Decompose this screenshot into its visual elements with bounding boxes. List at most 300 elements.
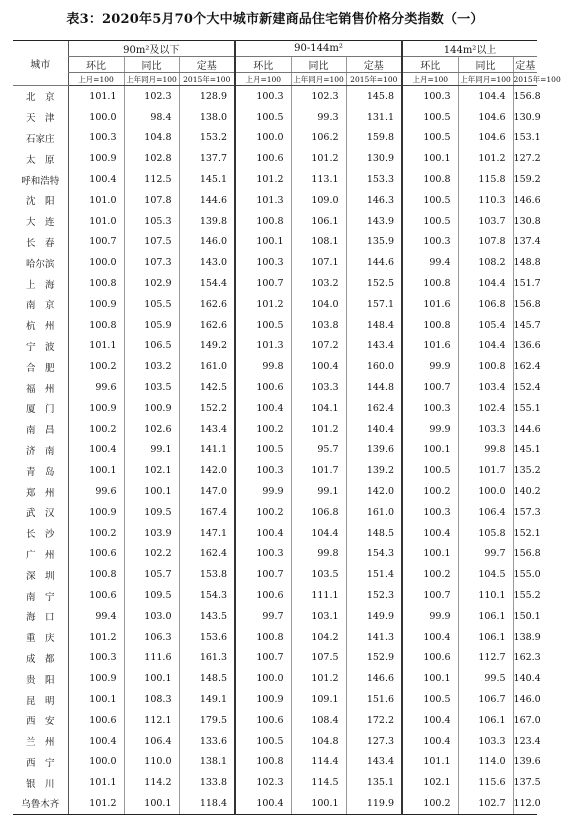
index-value: 100.7 [402, 377, 458, 398]
table-row [13, 481, 537, 502]
table-row [13, 793, 537, 814]
index-value: 100.6 [68, 544, 124, 565]
index-value: 100.2 [68, 356, 124, 377]
table-row [13, 648, 537, 669]
index-value: 100.8 [458, 356, 513, 377]
index-value: 130.8 [513, 211, 537, 232]
city-name: 哈尔滨 [25, 258, 55, 270]
table-body [13, 86, 541, 815]
index-value: 162.4 [346, 398, 402, 419]
index-value: 100.8 [402, 315, 458, 336]
index-value: 102.1 [124, 460, 179, 481]
index-value: 105.9 [124, 315, 179, 336]
index-value: 145.7 [513, 315, 537, 336]
index-value: 141.3 [346, 627, 402, 648]
index-value: 112.5 [124, 169, 179, 190]
index-value: 107.1 [291, 252, 346, 273]
index-value: 154.3 [346, 544, 402, 565]
index-value: 100.4 [402, 710, 458, 731]
index-value: 137.4 [513, 232, 537, 253]
index-value: 114.4 [291, 752, 346, 773]
city-name: 福 州 [25, 383, 55, 395]
index-value: 107.8 [124, 190, 179, 211]
index-value: 99.7 [458, 544, 513, 565]
index-value: 143.9 [346, 211, 402, 232]
index-value: 100.9 [68, 148, 124, 169]
index-value: 100.0 [235, 668, 291, 689]
index-value: 144.6 [513, 419, 537, 440]
index-value: 100.1 [124, 793, 179, 814]
index-value: 155.1 [513, 398, 537, 419]
index-value: 100.3 [235, 86, 291, 107]
index-value: 146.6 [346, 668, 402, 689]
index-value: 100.8 [235, 627, 291, 648]
index-value: 143.4 [346, 752, 402, 773]
base-label-mom: 上月=100 [235, 73, 291, 86]
index-value: 99.8 [291, 544, 346, 565]
index-value: 109.0 [291, 190, 346, 211]
index-value: 100.7 [235, 564, 291, 585]
index-value: 101.2 [291, 148, 346, 169]
index-value: 101.2 [68, 627, 124, 648]
table-row [13, 190, 537, 211]
index-value: 162.4 [513, 356, 537, 377]
index-value: 100.9 [68, 294, 124, 315]
index-value: 106.1 [291, 211, 346, 232]
index-value: 107.5 [291, 648, 346, 669]
city-name: 长 沙 [25, 529, 55, 541]
city-name: 济 南 [25, 445, 55, 457]
index-value: 104.4 [291, 523, 346, 544]
index-value: 137.5 [513, 772, 537, 793]
table-row [13, 315, 537, 336]
index-value: 135.1 [346, 772, 402, 793]
table-row [13, 148, 537, 169]
city-name: 太 原 [25, 154, 55, 166]
group-header-large: 144m²以上 [402, 41, 537, 57]
index-value: 100.9 [68, 668, 124, 689]
index-value: 100.1 [402, 668, 458, 689]
index-value: 98.4 [124, 107, 179, 128]
index-value: 103.2 [124, 356, 179, 377]
index-value: 161.0 [346, 502, 402, 523]
index-value: 139.2 [346, 460, 402, 481]
index-value: 149.2 [179, 336, 235, 357]
index-value: 104.6 [458, 107, 513, 128]
index-value: 101.6 [402, 336, 458, 357]
table-row [13, 252, 537, 273]
index-value: 100.8 [235, 211, 291, 232]
index-value: 179.5 [179, 710, 235, 731]
index-value: 119.9 [346, 793, 402, 814]
index-value: 154.4 [179, 273, 235, 294]
index-value: 100.9 [124, 398, 179, 419]
index-value: 99.5 [458, 668, 513, 689]
index-value: 100.3 [235, 460, 291, 481]
index-value: 105.5 [124, 294, 179, 315]
index-value: 159.8 [346, 128, 402, 149]
index-value: 138.1 [179, 752, 235, 773]
index-value: 106.4 [458, 502, 513, 523]
table-row [13, 710, 537, 731]
table-row [13, 502, 537, 523]
index-value: 104.1 [291, 398, 346, 419]
index-value: 100.5 [235, 731, 291, 752]
index-value: 103.3 [458, 419, 513, 440]
index-value: 145.1 [179, 169, 235, 190]
index-value: 112.7 [458, 648, 513, 669]
table-row [13, 564, 537, 585]
index-value: 100.6 [235, 148, 291, 169]
index-value: 103.5 [124, 377, 179, 398]
index-value: 100.6 [235, 585, 291, 606]
city-header: 城市 [13, 41, 68, 86]
index-value: 153.6 [179, 627, 235, 648]
table-row [13, 440, 537, 461]
col-header-base: 定基 [179, 57, 235, 73]
index-value: 138.9 [513, 627, 537, 648]
table-row [13, 523, 537, 544]
index-value: 100.6 [235, 377, 291, 398]
index-value: 100.0 [68, 252, 124, 273]
index-value: 100.9 [235, 689, 291, 710]
index-value: 100.2 [235, 502, 291, 523]
index-value: 103.1 [291, 606, 346, 627]
index-value: 100.7 [68, 232, 124, 253]
index-value: 101.1 [68, 86, 124, 107]
index-value: 135.9 [346, 232, 402, 253]
index-value: 100.4 [402, 731, 458, 752]
index-value: 100.7 [235, 648, 291, 669]
index-value: 99.6 [68, 377, 124, 398]
index-value: 130.9 [513, 107, 537, 128]
index-value: 146.6 [513, 190, 537, 211]
index-value: 143.5 [179, 606, 235, 627]
index-value: 144.8 [346, 377, 402, 398]
table-row [13, 772, 537, 793]
index-value: 100.6 [68, 710, 124, 731]
index-value: 101.0 [68, 211, 124, 232]
index-value: 100.0 [68, 107, 124, 128]
index-value: 144.6 [346, 252, 402, 273]
index-value: 157.1 [346, 294, 402, 315]
index-value: 100.4 [291, 356, 346, 377]
index-value: 105.8 [458, 523, 513, 544]
index-value: 152.9 [346, 648, 402, 669]
index-value: 103.8 [291, 315, 346, 336]
index-value: 100.1 [235, 232, 291, 253]
index-value: 99.1 [291, 481, 346, 502]
city-name: 大 连 [25, 217, 55, 229]
index-value: 100.4 [235, 793, 291, 814]
index-value: 100.3 [402, 398, 458, 419]
col-header-mom: 环比 [235, 57, 291, 73]
index-value: 100.2 [402, 481, 458, 502]
index-value: 100.2 [68, 523, 124, 544]
index-value: 100.5 [235, 440, 291, 461]
index-value: 100.1 [402, 148, 458, 169]
index-value: 143.0 [179, 252, 235, 273]
index-value: 100.1 [402, 440, 458, 461]
index-value: 101.3 [235, 336, 291, 357]
index-value: 127.2 [513, 148, 537, 169]
index-value: 100.5 [402, 460, 458, 481]
index-value: 142.5 [179, 377, 235, 398]
index-value: 100.3 [68, 128, 124, 149]
index-value: 107.5 [124, 232, 179, 253]
table-row [13, 128, 537, 149]
index-value: 101.1 [402, 752, 458, 773]
index-value: 111.6 [124, 648, 179, 669]
index-value: 100.8 [68, 273, 124, 294]
index-value: 154.3 [179, 585, 235, 606]
index-value: 107.8 [458, 232, 513, 253]
city-name: 沈 阳 [25, 196, 55, 208]
index-value: 113.1 [291, 169, 346, 190]
index-value: 145.1 [513, 440, 537, 461]
index-value: 99.6 [68, 481, 124, 502]
index-value: 100.5 [235, 315, 291, 336]
index-value: 128.9 [179, 86, 235, 107]
index-value: 104.4 [458, 336, 513, 357]
index-value: 161.3 [179, 648, 235, 669]
index-value: 101.6 [402, 294, 458, 315]
city-name: 石家庄 [25, 133, 55, 145]
index-value: 162.6 [179, 294, 235, 315]
index-value: 161.0 [179, 356, 235, 377]
index-value: 100.8 [402, 273, 458, 294]
base-label-yoy: 上年同月=100 [124, 73, 179, 86]
col-header-yoy: 同比 [291, 57, 346, 73]
index-value: 100.5 [402, 128, 458, 149]
index-value: 172.2 [346, 710, 402, 731]
index-value: 155.2 [513, 585, 537, 606]
index-value: 101.1 [68, 772, 124, 793]
index-value: 106.1 [458, 627, 513, 648]
index-value: 102.3 [235, 772, 291, 793]
city-name: 西 宁 [25, 757, 55, 769]
table-title: 表3：2020年5月70个大中城市新建商品住宅销售价格分类指数（一） [66, 12, 484, 27]
index-value: 100.4 [68, 440, 124, 461]
index-value: 105.7 [124, 564, 179, 585]
index-value: 152.5 [346, 273, 402, 294]
index-value: 104.6 [458, 128, 513, 149]
index-value: 100.4 [402, 523, 458, 544]
index-value: 100.1 [402, 544, 458, 565]
col-header-yoy: 同比 [458, 57, 513, 73]
index-value: 103.3 [458, 731, 513, 752]
index-value: 100.4 [235, 398, 291, 419]
col-header-base: 定基 [346, 57, 402, 73]
city-name: 厦 门 [25, 404, 55, 416]
index-value: 150.1 [513, 606, 537, 627]
index-value: 105.3 [124, 211, 179, 232]
city-name: 北 京 [25, 92, 55, 104]
index-value: 142.0 [179, 460, 235, 481]
col-header-base: 定基 [513, 57, 537, 73]
index-value: 101.2 [458, 148, 513, 169]
index-value: 139.8 [179, 211, 235, 232]
index-value: 110.1 [458, 585, 513, 606]
index-value: 100.1 [124, 668, 179, 689]
index-value: 100.0 [458, 481, 513, 502]
index-value: 99.9 [402, 606, 458, 627]
group-header-small: 90m²及以下 [68, 41, 235, 57]
index-value: 99.9 [402, 419, 458, 440]
city-name: 银 川 [25, 778, 55, 790]
index-value: 100.0 [235, 128, 291, 149]
index-value: 159.2 [513, 169, 537, 190]
table-row [13, 232, 537, 253]
base-label-yoy: 上年同月=100 [458, 73, 513, 86]
table-row [13, 752, 537, 773]
index-value: 100.5 [402, 190, 458, 211]
index-value: 162.4 [179, 544, 235, 565]
index-value: 149.9 [346, 606, 402, 627]
table-row [13, 419, 537, 440]
index-value: 100.4 [235, 523, 291, 544]
index-value: 100.5 [235, 107, 291, 128]
index-value: 146.0 [513, 689, 537, 710]
index-value: 114.5 [291, 772, 346, 793]
col-header-mom: 环比 [402, 57, 458, 73]
index-value: 99.8 [458, 440, 513, 461]
base-label-mom: 上月=100 [68, 73, 124, 86]
table-row [13, 606, 537, 627]
city-name: 西 安 [25, 716, 55, 728]
index-value: 153.3 [346, 169, 402, 190]
index-value: 148.5 [179, 668, 235, 689]
city-name: 重 庆 [25, 633, 55, 645]
index-value: 145.8 [346, 86, 402, 107]
index-value: 100.6 [235, 710, 291, 731]
city-name: 南 宁 [25, 591, 55, 603]
city-name: 天 津 [25, 113, 55, 125]
index-value: 100.1 [291, 793, 346, 814]
index-value: 106.1 [458, 606, 513, 627]
index-value: 133.8 [179, 772, 235, 793]
index-value: 109.5 [124, 502, 179, 523]
index-value: 152.2 [179, 398, 235, 419]
index-value: 155.0 [513, 564, 537, 585]
index-value: 167.4 [179, 502, 235, 523]
index-value: 140.4 [346, 419, 402, 440]
index-value: 156.8 [513, 544, 537, 565]
index-value: 100.8 [68, 315, 124, 336]
city-name: 郑 州 [25, 487, 55, 499]
index-value: 109.5 [124, 585, 179, 606]
index-value: 99.1 [124, 440, 179, 461]
index-value: 100.5 [402, 211, 458, 232]
index-value: 100.1 [124, 481, 179, 502]
index-value: 151.7 [513, 273, 537, 294]
city-name: 贵 阳 [25, 674, 55, 686]
index-value: 109.1 [291, 689, 346, 710]
index-value: 100.8 [68, 564, 124, 585]
index-value: 100.0 [68, 752, 124, 773]
city-name: 兰 州 [25, 737, 55, 749]
index-value: 156.8 [513, 294, 537, 315]
index-value: 167.0 [513, 710, 537, 731]
index-value: 101.2 [291, 668, 346, 689]
table-row [13, 627, 537, 648]
city-name: 宁 波 [25, 341, 55, 353]
index-value: 101.7 [458, 460, 513, 481]
index-value: 102.1 [402, 772, 458, 793]
index-value: 100.3 [68, 648, 124, 669]
index-value: 133.6 [179, 731, 235, 752]
index-value: 106.3 [124, 627, 179, 648]
index-value: 99.9 [235, 481, 291, 502]
base-label-base: 2015年=100 [179, 73, 235, 86]
index-value: 112.1 [124, 710, 179, 731]
index-value: 100.9 [68, 398, 124, 419]
index-value: 95.7 [291, 440, 346, 461]
index-value: 100.4 [68, 731, 124, 752]
index-value: 108.1 [291, 232, 346, 253]
index-value: 104.8 [291, 731, 346, 752]
index-value: 102.9 [124, 273, 179, 294]
index-value: 131.1 [346, 107, 402, 128]
index-value: 153.2 [179, 128, 235, 149]
index-value: 107.3 [124, 252, 179, 273]
table-row [13, 356, 537, 377]
index-value: 100.3 [402, 232, 458, 253]
table-row [13, 211, 537, 232]
index-value: 160.0 [346, 356, 402, 377]
index-value: 148.8 [513, 252, 537, 273]
table-row [13, 460, 537, 481]
index-value: 101.2 [291, 419, 346, 440]
index-value: 100.1 [68, 689, 124, 710]
table-row [13, 273, 537, 294]
index-value: 115.6 [458, 772, 513, 793]
index-value: 152.3 [346, 585, 402, 606]
index-value: 153.8 [179, 564, 235, 585]
index-value: 143.4 [346, 336, 402, 357]
index-value: 100.3 [402, 86, 458, 107]
city-name: 长 春 [25, 237, 55, 249]
index-value: 100.1 [68, 460, 124, 481]
index-value: 100.7 [235, 273, 291, 294]
index-value: 152.4 [513, 377, 537, 398]
index-value: 104.8 [124, 128, 179, 149]
city-name: 深 圳 [25, 570, 55, 582]
index-value: 147.0 [179, 481, 235, 502]
index-value: 99.8 [235, 356, 291, 377]
index-value: 101.2 [235, 169, 291, 190]
index-value: 100.3 [402, 502, 458, 523]
table-row [13, 544, 537, 565]
index-value: 99.4 [402, 252, 458, 273]
city-name: 上 海 [25, 279, 55, 291]
table-row [13, 689, 537, 710]
city-name: 乌鲁木齐 [13, 793, 68, 814]
index-value: 148.5 [346, 523, 402, 544]
index-value: 141.1 [179, 440, 235, 461]
index-value: 100.3 [235, 252, 291, 273]
index-value: 100.2 [402, 793, 458, 814]
city-name: 南 京 [25, 300, 55, 312]
index-value: 144.6 [179, 190, 235, 211]
index-value: 103.3 [291, 377, 346, 398]
index-value: 157.3 [513, 502, 537, 523]
index-value: 146.0 [179, 232, 235, 253]
city-name: 广 州 [25, 549, 55, 561]
index-value: 162.6 [179, 315, 235, 336]
index-value: 118.4 [179, 793, 235, 814]
index-value: 99.4 [68, 606, 124, 627]
